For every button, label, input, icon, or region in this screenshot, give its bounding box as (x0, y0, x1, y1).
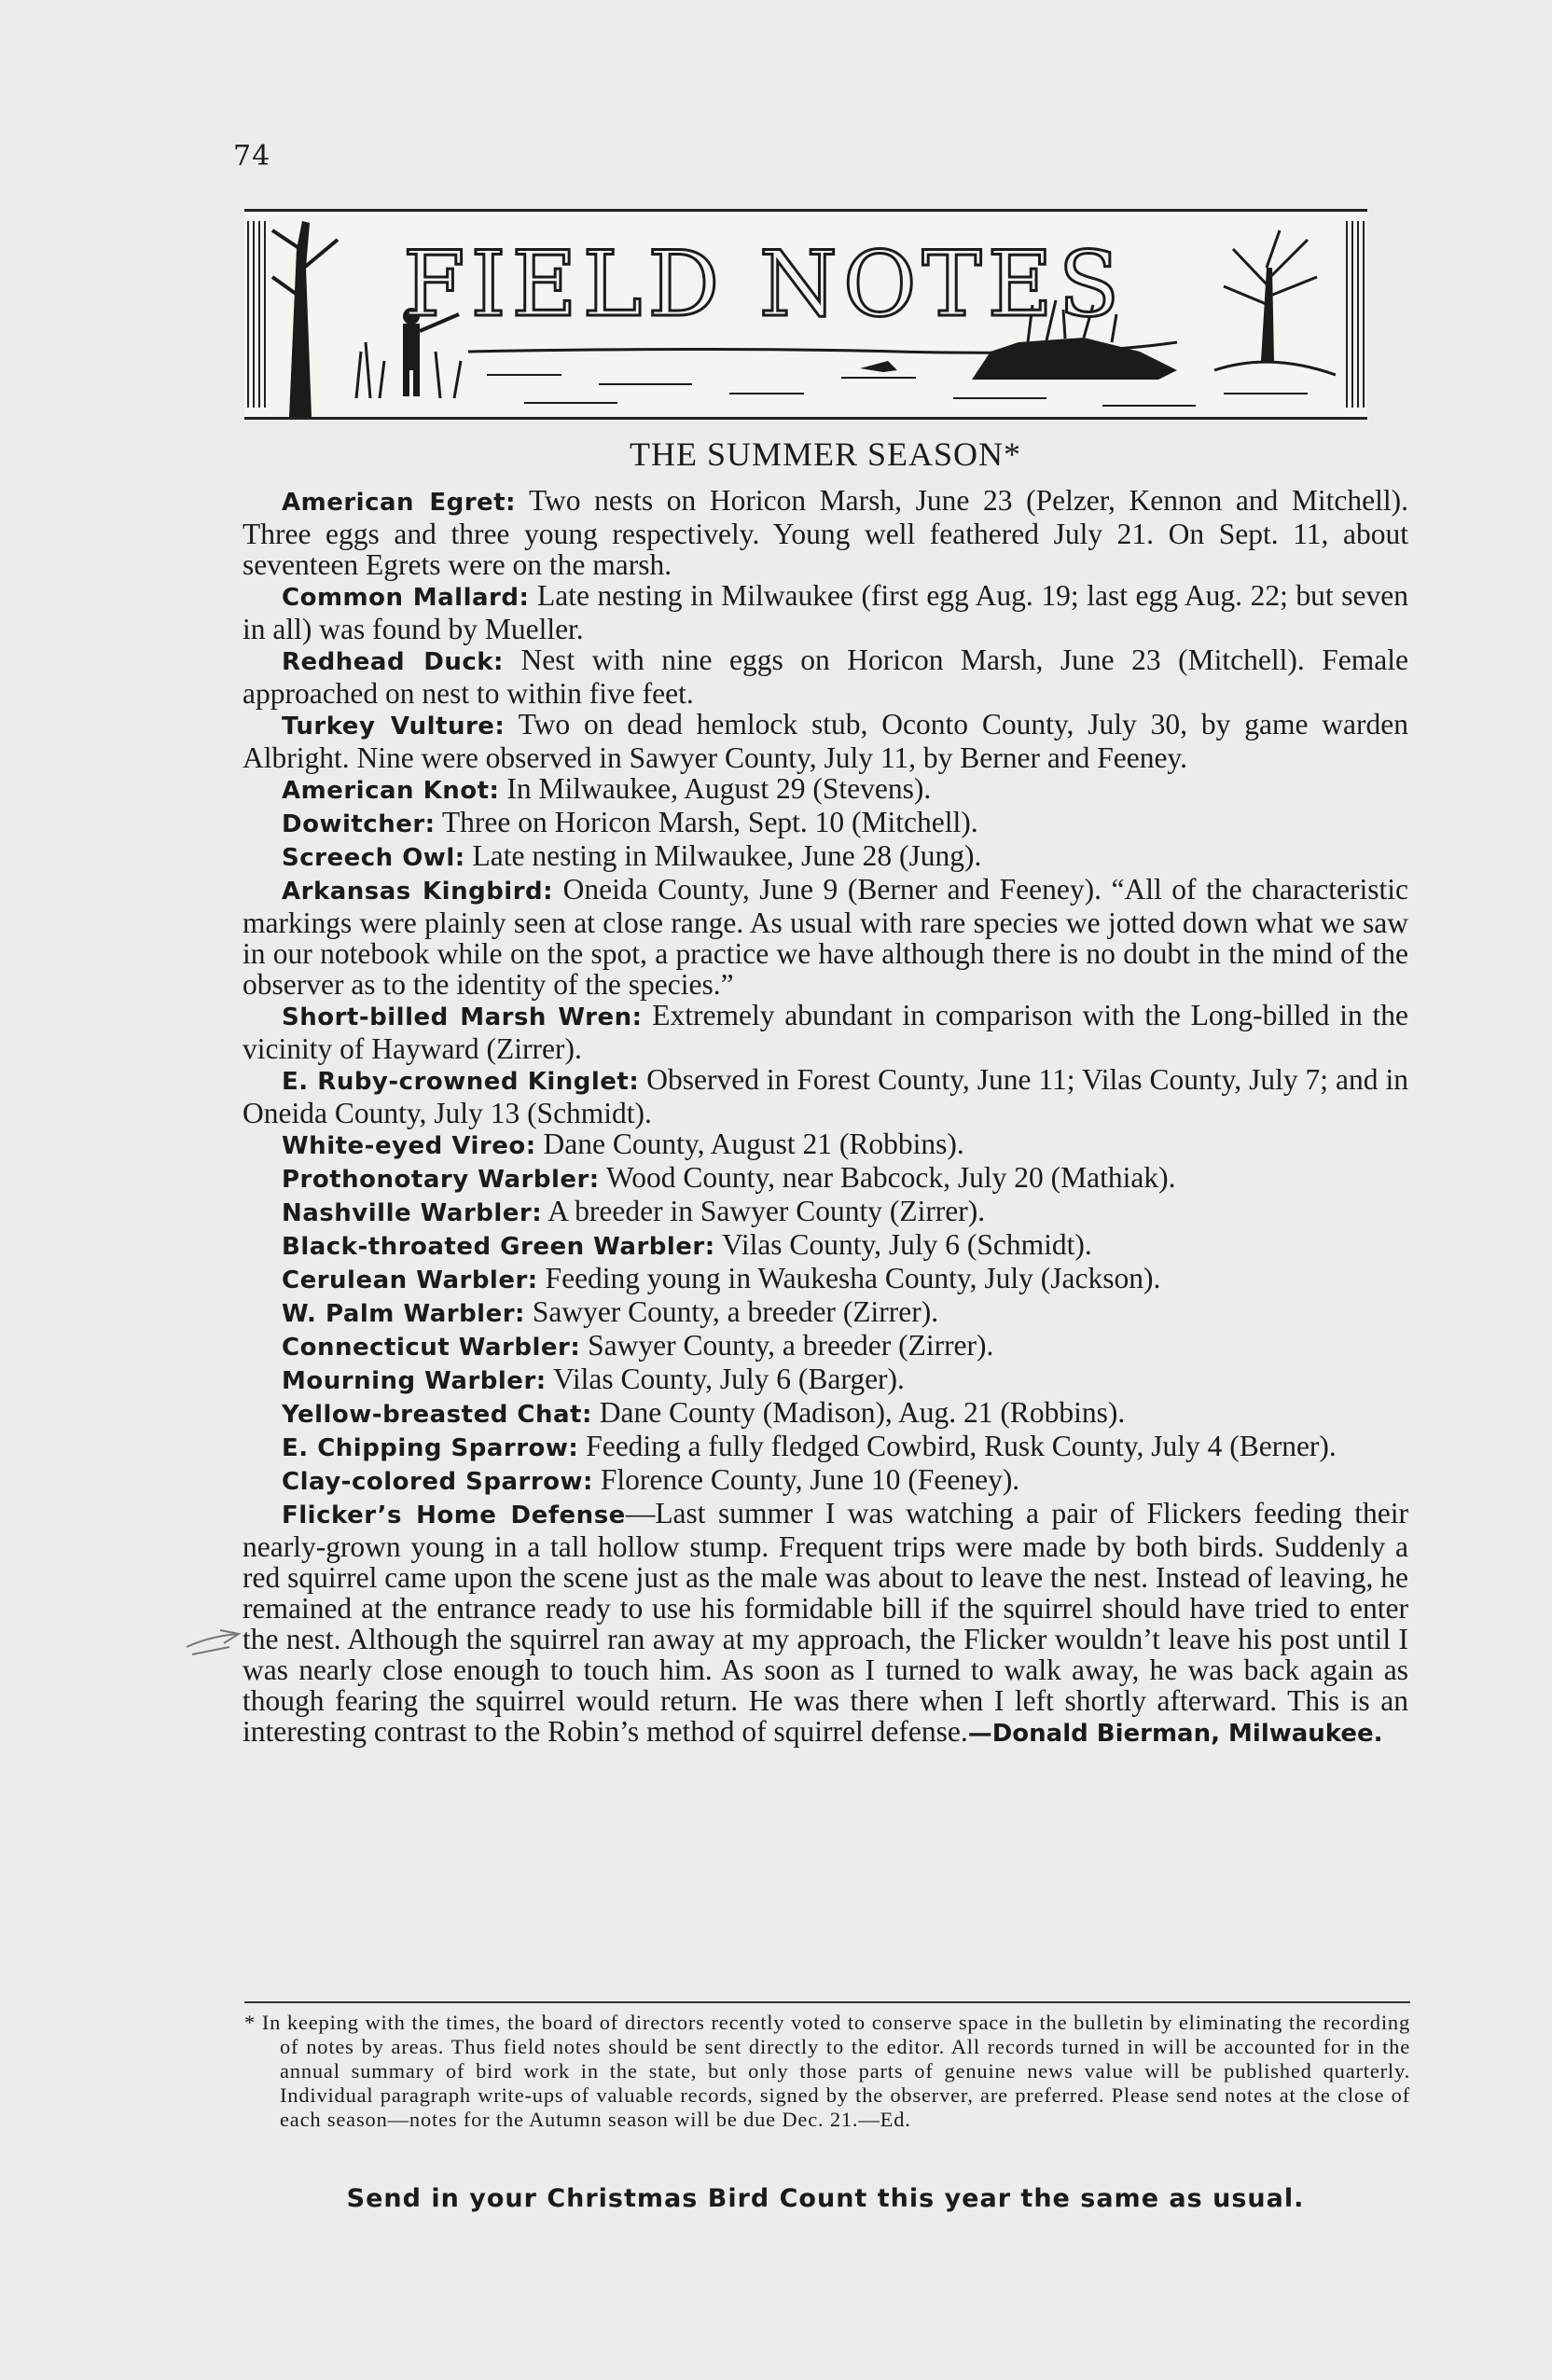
entry-chipping-sparrow (242, 1431, 1408, 1464)
banner-title: FIELD NOTES (403, 232, 1126, 337)
species-name: W. Palm Warbler: (282, 1300, 525, 1328)
feature-signature: —Donald Bierman, Milwaukee. (967, 1720, 1383, 1748)
entry-text: A breeder in Sawyer County (Zirrer). (542, 1195, 986, 1227)
species-name: White-eyed Vireo: (282, 1132, 536, 1160)
entry-text: Feeding young in Waukesha County, July (Jackson). (537, 1262, 1161, 1294)
feature-text: —Last summer I was watching a pair of Flickers feeding their nearly-grown young in a tall hollow stump. Frequent trips were made by both birds. Suddenly a red squirrel came upon the scene just as the male was about to leave the nest. Instead of leaving, he remained at the entrance ready to use his formidable bill if the squirrel should have tried to enter the nest. Although the squirrel ran away at my approach, the Flicker wouldn’t leave his post until I was nearly close enough to touch him. As soon as I turned to walk away, he was back again as though fearing the squirrel would return. He was there when I left shortly afterward. This is an interesting contrast to the Robin’s method of squirrel defense. (242, 1497, 1408, 1748)
page-number: 74 (233, 140, 271, 173)
entry-text: In Milwaukee, August 29 (Stevens). (499, 772, 932, 805)
entry-arkansas-kingbird (242, 874, 1408, 1000)
species-name: Prothonotary Warbler: (282, 1166, 600, 1194)
species-name: Short-billed Marsh Wren: (282, 1003, 643, 1031)
species-name: E. Ruby-crowned Kinglet: (282, 1068, 640, 1096)
feature-title: Flicker’s Home Defense (282, 1501, 626, 1529)
species-name: Mourning Warbler: (282, 1367, 547, 1395)
species-name: Cerulean Warbler: (282, 1266, 538, 1294)
field-notes-entries (242, 485, 1408, 1750)
species-name: Clay-colored Sparrow: (282, 1468, 593, 1496)
entry-text: Observed in Forest County, June 11; Vilas County, July 7; and in Oneida County, July 13 (Schmidt). (242, 1063, 1409, 1129)
entry-mourning-warbler (242, 1363, 1408, 1397)
entry-short-billed-marsh-wren (242, 1000, 1408, 1064)
entry-dowitcher (242, 807, 1408, 840)
footnote-text: * In keeping with the times, the board of directors recently voted to conserve space in the bulletin by eliminating the recording of notes by areas. Thus field notes should be sent directly to the editor. All records turned in will be accounted for in the annual summary of bird work in the state, but only those parts of genuine news value will be published quarterly. Individual paragraph write-ups of valuable records, signed by the observer, are preferred. Please send notes at the close of each season—notes for the Autumn season will be due Dec. 21.—Ed. (244, 2011, 1410, 2131)
species-name: American Egret: (282, 489, 516, 517)
entry-text: Dane County, August 21 (Robbins). (535, 1128, 964, 1160)
entry-text: Florence County, June 10 (Feeney). (592, 1463, 1020, 1496)
entry-text: Late nesting in Milwaukee (first egg Aug. 19; last egg Aug. 22; but seven in all) was found by Mueller. (242, 579, 1408, 645)
species-name: Yellow-breasted Chat: (282, 1401, 592, 1429)
species-name: Screech Owl: (282, 844, 465, 872)
entry-prothonotary-warbler (242, 1162, 1408, 1196)
entry-clay-colored-sparrow (242, 1464, 1408, 1498)
entry-text: Extremely abundant in comparison with the Long-billed in the vicinity of Hayward (Zirrer). (242, 999, 1408, 1065)
species-name: Arkansas Kingbird: (282, 878, 554, 906)
species-name: Common Mallard: (282, 584, 530, 612)
entry-text: Vilas County, July 6 (Barger). (546, 1363, 905, 1395)
closing-notice: Send in your Christmas Bird Count this year the same as usual. (346, 2184, 1305, 2213)
entry-screech-owl (242, 840, 1408, 874)
entry-connecticut-warbler (242, 1330, 1408, 1363)
species-name: Turkey Vulture: (282, 713, 506, 740)
species-name: Dowitcher: (282, 810, 436, 838)
species-name: Connecticut Warbler: (282, 1334, 581, 1362)
entry-text: Sawyer County, a breeder (Zirrer). (524, 1295, 939, 1328)
feature-flickers-home-defense (242, 1498, 1408, 1750)
entry-palm-warbler (242, 1296, 1408, 1330)
entry-text: Nest with nine eggs on Horicon Marsh, June 23 (Mitchell). Female approached on nest to within five feet. (242, 643, 1408, 710)
entry-text: Sawyer County, a breeder (Zirrer). (580, 1329, 994, 1362)
entry-american-knot (242, 773, 1408, 807)
entry-redhead-duck (242, 644, 1408, 709)
entry-nashville-warbler (242, 1196, 1408, 1229)
entry-text: Feeding a fully fledged Cowbird, Rusk County, July 4 (Berner). (578, 1430, 1337, 1462)
entry-text: Dane County (Madison), Aug. 21 (Robbins). (591, 1396, 1126, 1429)
field-notes-banner (244, 209, 1367, 420)
entry-text: Wood County, near Babcock, July 20 (Mathiak). (599, 1161, 1176, 1194)
footnote (244, 2001, 1410, 2132)
entry-text: Vilas County, July 6 (Schmidt). (714, 1228, 1092, 1261)
entry-common-mallard (242, 580, 1408, 644)
entry-ruby-crowned-kinglet (242, 1064, 1408, 1128)
species-name: Nashville Warbler: (282, 1199, 543, 1227)
species-name: Redhead Duck: (282, 648, 504, 676)
entry-text: Oneida County, June 9 (Berner and Feeney). “All of the characteristic markings were plainly seen at close range. As usual with rare species we jotted down what we saw in our notebook while on the spot, a practice we have although there is no doubt in the mind of the observer as to the identity of the species.” (242, 873, 1409, 1001)
entry-turkey-vulture (242, 709, 1408, 773)
entry-white-eyed-vireo (242, 1128, 1408, 1162)
entry-yellow-breasted-chat (242, 1397, 1408, 1431)
species-name: E. Chipping Sparrow: (282, 1434, 579, 1462)
section-title: THE SUMMER SEASON* (629, 436, 1022, 473)
species-name: Black-throated Green Warbler: (282, 1233, 715, 1261)
entry-cerulean-warbler (242, 1263, 1408, 1296)
entry-text: Two nests on Horicon Marsh, June 23 (Pelzer, Kennon and Mitchell). Three eggs and three young respectively. Young well feathered July 21. On Sept. 11, about seventeen Egrets were on the marsh. (242, 484, 1408, 581)
entry-text: Three on Horicon Marsh, Sept. 10 (Mitchell). (435, 806, 978, 838)
handwritten-arrow-icon (183, 1626, 242, 1664)
entry-black-throated-green-warbler (242, 1229, 1408, 1263)
entry-text: Late nesting in Milwaukee, June 28 (Jung). (464, 839, 982, 872)
species-name: American Knot: (282, 777, 500, 805)
entry-american-egret (242, 485, 1408, 580)
entry-text: Two on dead hemlock stub, Oconto County, July 30, by game warden Albright. Nine were observed in Sawyer County, July 11, by Berner and Feeney. (242, 708, 1408, 774)
